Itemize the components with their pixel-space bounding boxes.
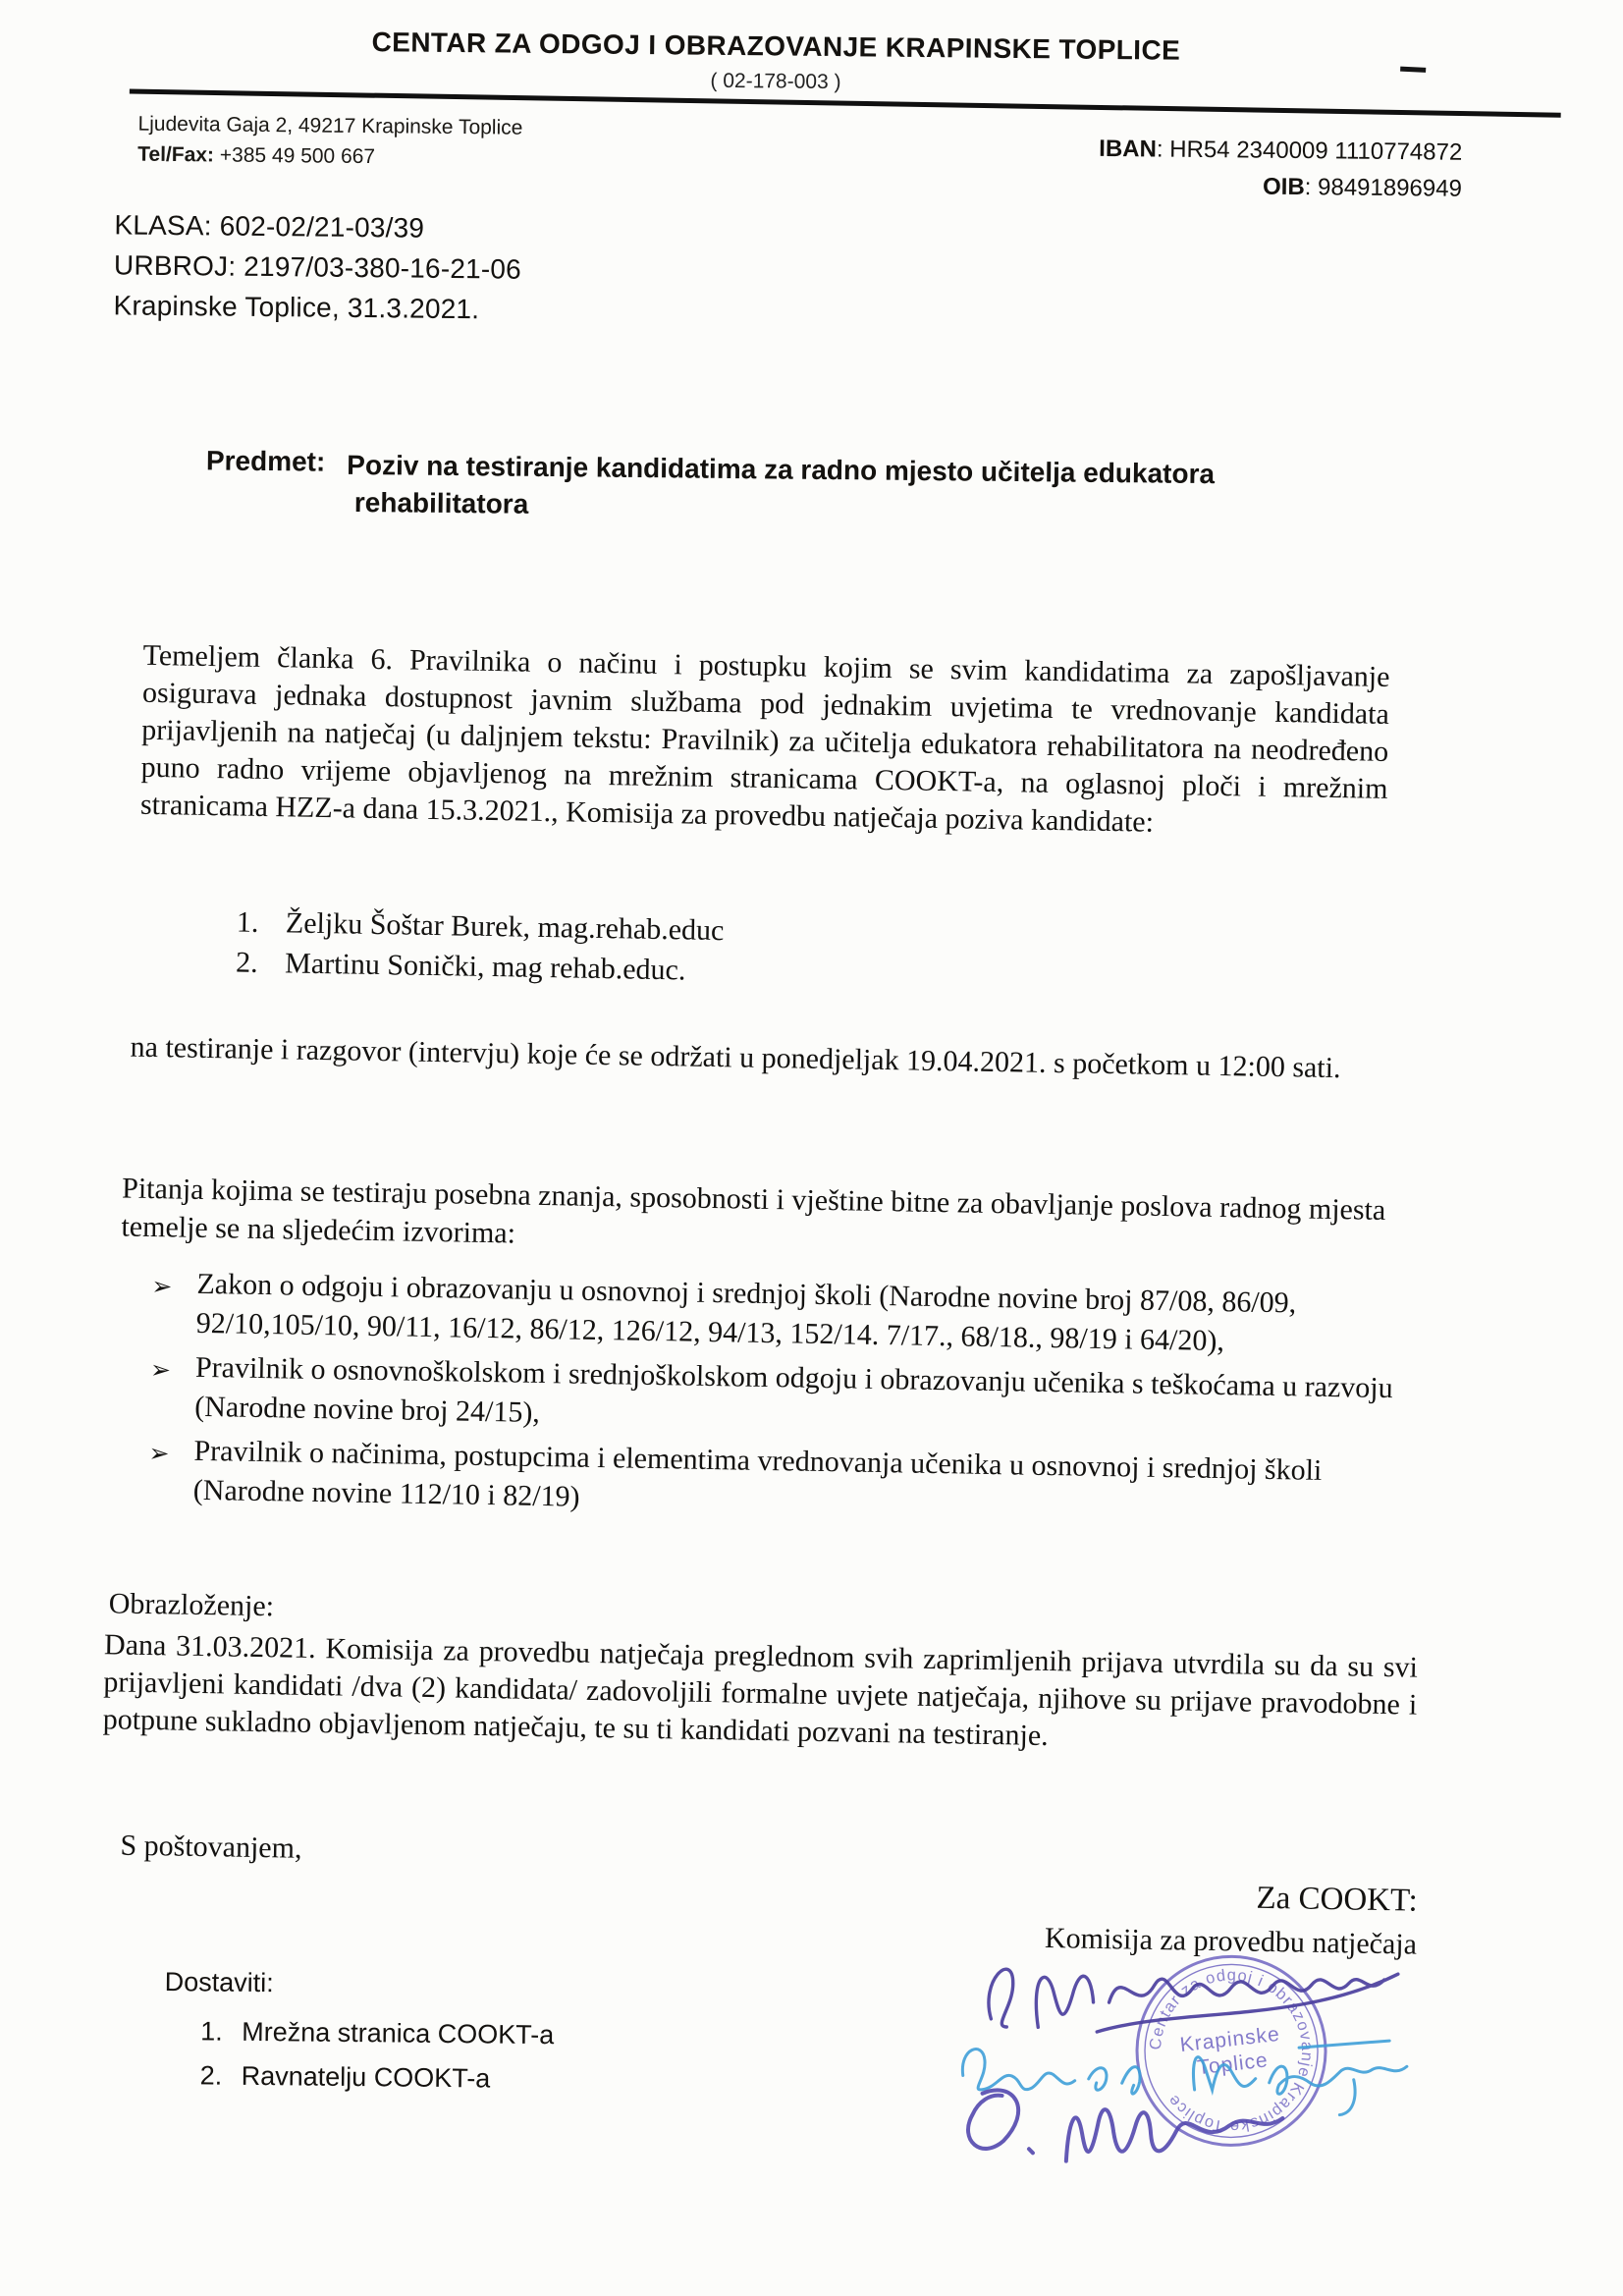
subject-line-1: Poziv na testiranje kandidatima za radno mjesto učitelja edukatora [347,449,1216,490]
list-item [147,1431,1439,1532]
stamp-center-line-1: Krapinske [1178,2022,1281,2057]
source-text: Pravilnik o načinima, postupcima i elementima vrednovanja učenika u osnovnoj i srednjoj školi (Narodne novine 112/10 i 82/19) [192,1434,1323,1513]
org-oib [971,166,1462,207]
list-number: 2. [235,946,259,979]
explanation-heading: Obrazloženje: [108,1587,275,1623]
place-date-line: Krapinske Toplice, 31.3.2021. [113,290,480,325]
distribution-item-text: Ravnatelju COOKT-a [241,2060,491,2094]
letter-body [0,627,1617,2050]
list-item [199,2053,554,2102]
handwritten-signature-3 [939,2057,1303,2194]
oib-label: OIB [1262,173,1305,201]
org-iban [971,130,1462,171]
list-item [200,2009,555,2057]
oib-value: : 98491896949 [1304,174,1463,202]
signature-stroke [968,2090,1019,2149]
sources-intro-paragraph: Pitanja kojima se testiraju posebna znanja, sposobnosti i vještine bitne za obavljanje poslova radnog mjesta temelje se na sljedećim izvorima: [121,1172,1386,1250]
org-title: CENTAR ZA ODGOJ I OBRAZOVANJE KRAPINSKE TOPLICE [371,27,1181,66]
stamp-center-line-2: Toplice [1196,2049,1270,2080]
sources-list [147,1264,1442,1537]
signature-stroke [1299,2040,1389,2049]
candidate-list [236,902,725,992]
stamp-ring-text: Centar za odgoj i obrazovanje Krapinske Toplice [1146,1966,1317,2136]
iban-label: IBAN [1099,135,1158,163]
list-number: 1. [200,2016,223,2047]
candidate-name: Martinu Sonički, mag rehab.educ. [284,947,686,987]
intro-paragraph: Temeljem članka 6. Pravilnika o načinu i postupku kojim se svim kandidatima za zapošljavanje osigurava jednaka dostupnost javnim službama pod jednakim uvjetima te vrednovanje kandidata prijavljenih na natječaj (u daljnjem tekstu: Pravilnik) za učitelja edukatora rehabilitatora na neodređeno puno radno vrijeme objavljenog na mrežnim stranicama COOKT-a, na oglasnoj ploči i mrežnim stranicama HZZ-a dana 15.3.2021., Komisija za provedbu natječaja poziva kandidate: [139,638,1390,839]
signature-stroke [1109,1977,1384,2005]
telfax-value: +385 49 500 667 [213,143,376,169]
list-number: 2. [199,2060,223,2091]
subject-label: Predmet: [205,445,326,477]
source-text: Pravilnik o osnovnoškolskom i srednjoškolskom odgoju i obrazovanju učenika s teškoćama u razvoju (Narodne novine broj 24/15), [194,1350,1393,1429]
distribution-heading: Dostaviti: [164,1967,274,1998]
signature-stroke [1029,2149,1033,2153]
list-item [236,943,724,992]
distribution-item-text: Mrežna stranica COOKT-a [242,2016,555,2050]
testing-paragraph: na testiranje i razgovor (intervju) koje će se održati u ponedjeljak 19.04.2021. s početkom u 12:00 sati. [130,1030,1341,1085]
arrow-bullet-icon: ➢ [149,1355,172,1385]
org-bank-block [971,130,1463,207]
urbroj-line: URBROJ: 2197/03-380-16-21-06 [113,249,522,285]
list-number: 1. [236,905,259,939]
org-telfax [137,139,522,174]
arrow-bullet-icon: ➢ [148,1439,170,1468]
subject-block [205,445,1215,530]
iban-value: : HR54 2340009 1110774872 [1156,136,1463,166]
subject-text [347,447,1216,530]
telfax-label: Tel/Fax: [137,142,215,167]
signature-stroke [1339,2080,1355,2115]
explanation-paragraph: Dana 31.03.2021. Komisija za provedbu natječaja preglednom svih zaprimljenih prijava utvrdila su da su svi prijavljeni kandidati /dva (2) kandidata/ zadovoljili formalne uvjete natječaja, njihove su prijave pravodobne i potpune sukladno objavljenom natječaju, te su ti kandidati pozvani na testiranje. [102,1628,1419,1753]
signoff-for-line: Za COOKT: [1256,1880,1419,1919]
source-text: Zakon o odgoju i obrazovanju u osnovnoj i srednjoj školi (Narodne novine broj 87/08, 86/09, 92/10,105/10, 90/11, 16/12, 86/12, 126/12, 94/13, 152/14. 7/17., 68/18., 98/19 i 64/20), [195,1267,1297,1358]
org-code: ( 02-178-003 ) [710,69,841,94]
klasa-line: KLASA: 602-02/21-03/39 [114,209,425,244]
distribution-block [163,1967,554,2102]
org-contact-block [137,109,523,174]
signoff-committee-line: Komisija za provedbu natječaja [1044,1922,1418,1961]
document-meta-block [113,204,521,329]
signature-stroke [1066,2109,1283,2163]
org-address: Ljudevita Gaja 2, 49217 Krapinske Toplice [137,112,523,139]
closing-salutation: S poštovanjem, [120,1829,302,1865]
subject-line-2: rehabilitatora [353,486,529,519]
arrow-bullet-icon: ➢ [151,1272,173,1301]
scan-artifact-mark [1400,67,1426,73]
candidate-name: Željku Šoštar Burek, mag.rehab.educ [285,906,725,948]
distribution-list [199,2009,554,2102]
